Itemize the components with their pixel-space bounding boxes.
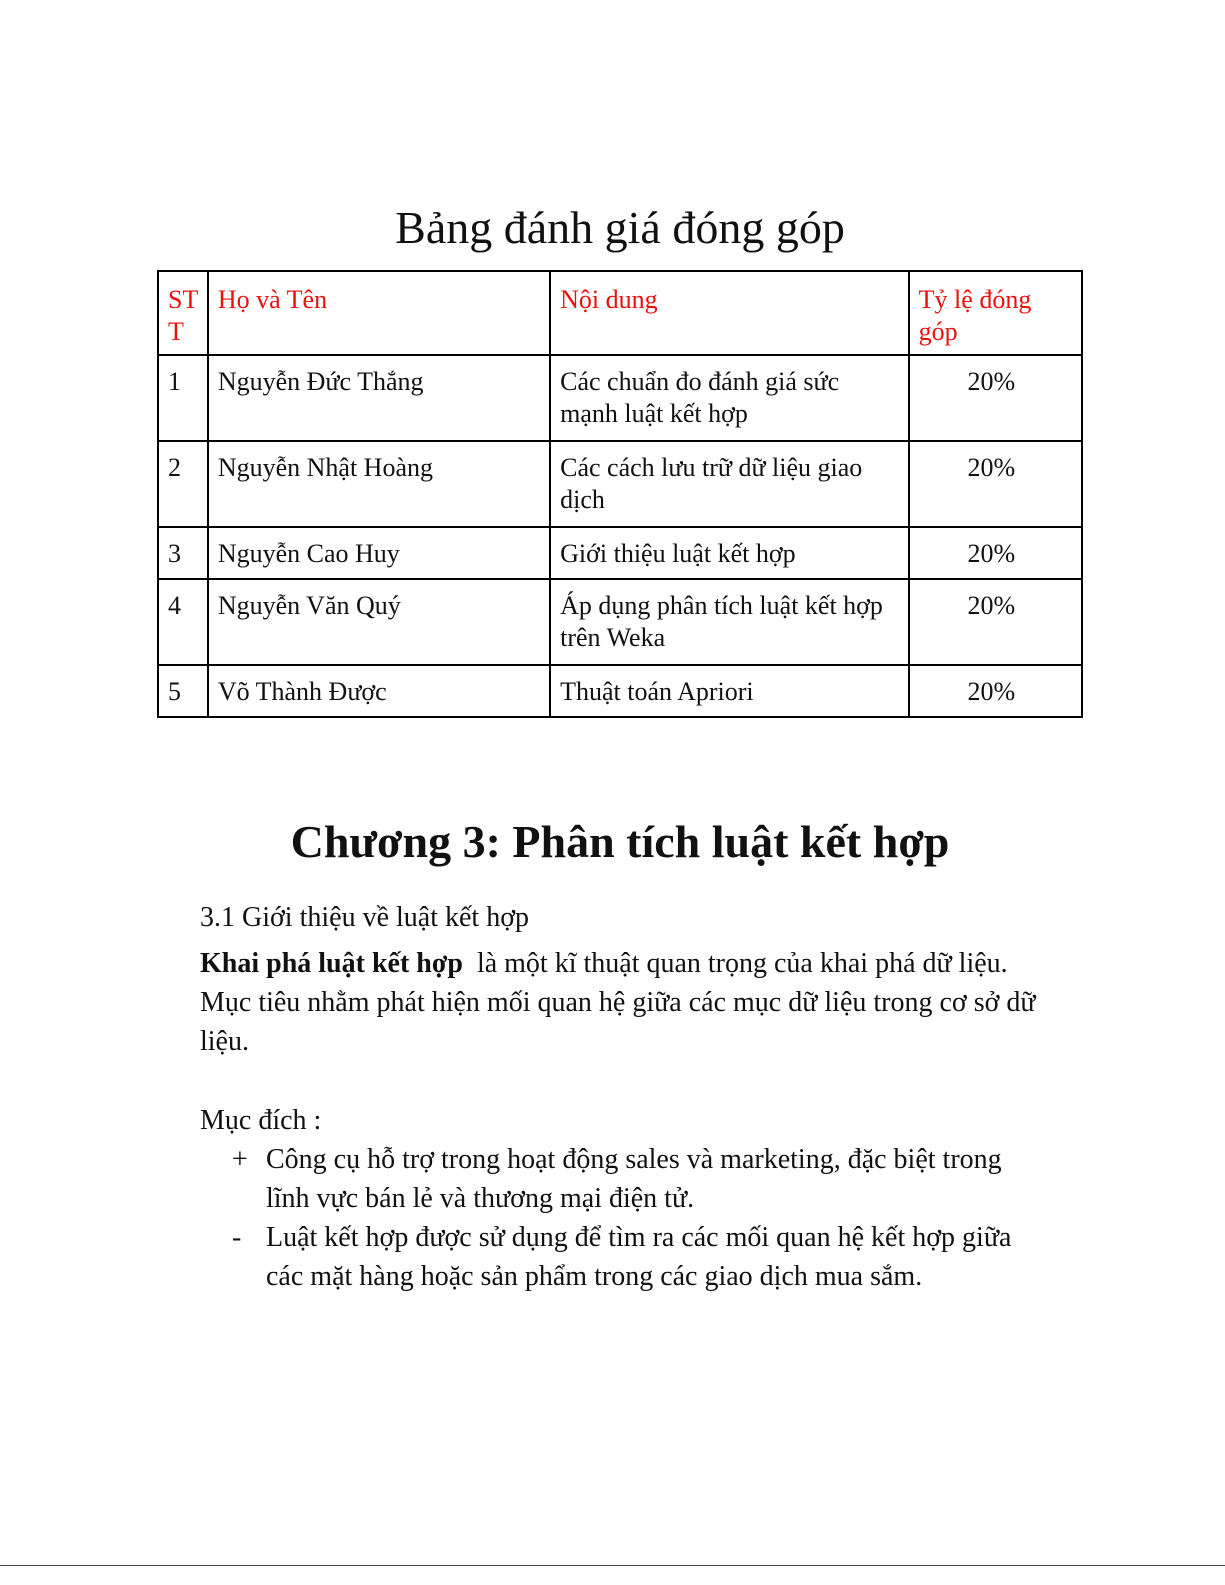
- chapter-title: Chương 3: Phân tích luật kết hợp: [290, 816, 950, 867]
- cell-stt: 2: [158, 441, 208, 527]
- table-header-row: [158, 271, 1082, 355]
- cell-name: Nguyễn Văn Quý: [208, 579, 550, 665]
- cell-content: Áp dụng phân tích luật kết hợp trên Weka: [550, 579, 909, 665]
- cell-ratio: 20%: [909, 579, 1082, 665]
- cell-ratio: 20%: [909, 355, 1082, 441]
- cell-ratio: 20%: [909, 441, 1082, 527]
- table-row: [158, 665, 1082, 717]
- page-bottom-divider: [0, 1565, 1225, 1566]
- table-row: [158, 355, 1082, 441]
- table-row: [158, 579, 1082, 665]
- header-ratio: Tỷ lệ đóng góp: [909, 271, 1082, 355]
- contribution-table: [157, 270, 1083, 718]
- cell-ratio: 20%: [909, 527, 1082, 579]
- header-name: Họ và Tên: [208, 271, 550, 355]
- intro-bold-term: Khai phá luật kết hợp: [200, 948, 463, 979]
- bullet-marker: -: [232, 1222, 242, 1253]
- cell-content: Thuật toán Apriori: [550, 665, 909, 717]
- section-heading: 3.1 Giới thiệu về luật kết hợp: [200, 902, 529, 933]
- cell-name: Võ Thành Được: [208, 665, 550, 717]
- table-title: Bảng đánh giá đóng góp: [395, 202, 845, 253]
- cell-stt: 5: [158, 665, 208, 717]
- list-item-text: Luật kết hợp được sử dụng để tìm ra các mối quan hệ kết hợp giữa các mặt hàng hoặc sản phẩm trong các giao dịch mua sắm.: [266, 1222, 1012, 1292]
- intro-text: là một kĩ thuật quan trọng của khai phá dữ liệu. Mục tiêu nhằm phát hiện mối quan hệ giữa các mục dữ liệu trong cơ sở dữ liệu.: [200, 948, 1043, 1057]
- cell-content: Các cách lưu trữ dữ liệu giao dịch: [550, 441, 909, 527]
- table-row: [158, 441, 1082, 527]
- table-row: [158, 527, 1082, 579]
- list-item-text: Công cụ hỗ trợ trong hoạt động sales và marketing, đặc biệt trong lĩnh vực bán lẻ và thương mại điện tử.: [266, 1144, 1002, 1214]
- purpose-label: Mục đích :: [200, 1105, 322, 1136]
- cell-content: Các chuẩn đo đánh giá sức mạnh luật kết hợp: [550, 355, 909, 441]
- header-stt: ST T: [158, 271, 208, 355]
- cell-name: Nguyễn Đức Thắng: [208, 355, 550, 441]
- cell-ratio: 20%: [909, 665, 1082, 717]
- cell-name: Nguyễn Cao Huy: [208, 527, 550, 579]
- cell-name: Nguyễn Nhật Hoàng: [208, 441, 550, 527]
- header-content: Nội dung: [550, 271, 909, 355]
- cell-stt: 1: [158, 355, 208, 441]
- cell-stt: 4: [158, 579, 208, 665]
- list-item: [228, 1218, 1048, 1296]
- purpose-list: [228, 1140, 1048, 1296]
- intro-paragraph: [200, 944, 1050, 1061]
- bullet-marker: +: [232, 1144, 248, 1175]
- list-item: [228, 1140, 1048, 1218]
- cell-content: Giới thiệu luật kết hợp: [550, 527, 909, 579]
- cell-stt: 3: [158, 527, 208, 579]
